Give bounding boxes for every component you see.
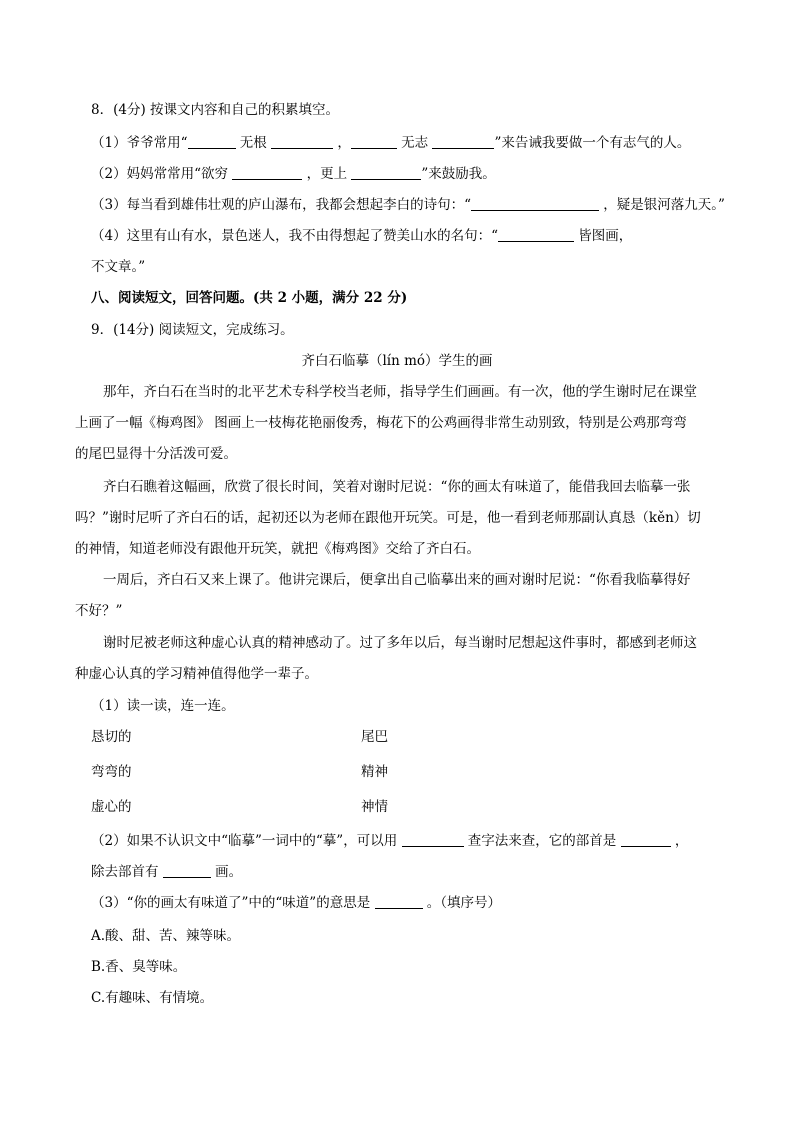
passage-line: 上画了一幅《梅鸡图》 图画上一枝梅花艳丽俊秀，梅花下的公鸡画得非常生动别致，特别是公鸡那弯弯	[75, 415, 687, 431]
q8-item-4-cont: 不文章。”	[91, 259, 146, 275]
q8-heading: 8．(4分) 按课文内容和自己的积累填空。	[91, 102, 340, 118]
answer-blank[interactable]	[232, 165, 302, 180]
option-a[interactable]: A.酸、甜、苦、辣等味。	[91, 928, 241, 944]
q8-item-2: （2）妈妈常常用“欲穷 ，更上 ”来鼓励我。	[91, 166, 496, 182]
q8-item-1: （1）爷爷常用“ 无根 ， 无志 ”来告诫我要做一个有志气的人。	[91, 135, 691, 151]
match-left-item[interactable]: 恳切的	[91, 729, 132, 745]
sub-question-2: （2）如果不认识文中“临摹”一词中的“摹”，可以用 查字法来查，它的部首是 ，	[91, 833, 689, 849]
passage-line: 种虚心认真的学习精神值得他学一辈子。	[75, 666, 318, 682]
passage-line: 一周后，齐白石又来上课了。他讲完课后，便拿出自己临摹出来的画对谢时尼说：“你看我临摹得好	[103, 572, 691, 588]
answer-blank[interactable]	[498, 227, 574, 242]
answer-blank[interactable]	[432, 134, 494, 149]
match-left-item[interactable]: 虚心的	[91, 799, 132, 815]
q8-item-3: （3）每当看到雄伟壮观的庐山瀑布，我都会想起李白的诗句：“ ，疑是银河落九天。”	[91, 197, 725, 213]
answer-blank[interactable]	[471, 196, 599, 211]
passage-line: 的尾巴显得十分活泼可爱。	[75, 446, 237, 462]
passage-line: 不好？”	[75, 603, 123, 619]
answer-blank[interactable]	[621, 832, 671, 847]
answer-blank[interactable]	[351, 165, 421, 180]
passage-line: 的神情，知道老师没有跟他开玩笑，就把《梅鸡图》交给了齐白石。	[75, 541, 480, 557]
answer-blank[interactable]	[163, 863, 211, 878]
passage-line: 齐白石瞧着这幅画，欣赏了很长时间，笑着对谢时尼说：“你的画太有味道了，能借我回去临摹一张	[103, 479, 691, 495]
option-c[interactable]: C.有趣味、有情境。	[91, 990, 214, 1006]
passage-title: 齐白石临摹（lín mó）学生的画	[301, 353, 493, 369]
passage-line: 那年，齐白石在当时的北平艺术专科学校当老师，指导学生们画画。有一次，他的学生谢时尼在课堂	[103, 384, 697, 400]
sub-question-2-cont: 除去部首有 画。	[91, 864, 243, 880]
sub-question-1: （1）读一读，连一连。	[91, 698, 235, 714]
answer-blank[interactable]	[271, 134, 333, 149]
answer-blank[interactable]	[351, 134, 397, 149]
answer-blank[interactable]	[402, 832, 464, 847]
match-right-item[interactable]: 尾巴	[361, 729, 388, 745]
match-right-item[interactable]: 精神	[361, 764, 388, 780]
passage-line: 吗？”谢时尼听了齐白石的话，起初还以为老师在跟他开玩笑。可是，他一看到老师那副认真恳（kěn）切	[75, 510, 701, 526]
section-heading: 八、阅读短文，回答问题。(共 2 小题，满分 22 分)	[91, 290, 408, 306]
match-left-item[interactable]: 弯弯的	[91, 764, 132, 780]
passage-line: 谢时尼被老师这种虚心认真的精神感动了。过了多年以后，每当谢时尼想起这件事时，都感到老师这	[103, 635, 697, 651]
answer-blank[interactable]	[375, 894, 423, 909]
answer-blank[interactable]	[188, 134, 236, 149]
q8-item-4: （4）这里有山有水，景色迷人，我不由得想起了赞美山水的名句：“ 皆图画，	[91, 228, 633, 244]
option-b[interactable]: B.香、臭等味。	[91, 959, 187, 975]
sub-question-3: （3）“你的画太有味道了”中的“味道”的意思是 。（填序号）	[91, 895, 502, 911]
q9-heading: 9．(14分) 阅读短文，完成练习。	[91, 322, 294, 338]
match-right-item[interactable]: 神情	[361, 799, 388, 815]
